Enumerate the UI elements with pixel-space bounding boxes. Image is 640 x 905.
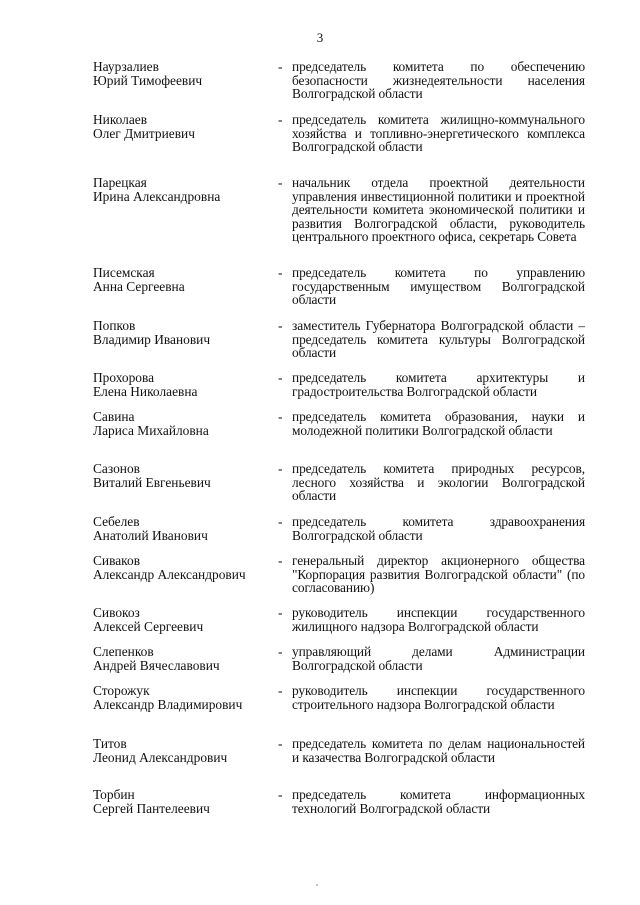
member-name (93, 462, 278, 489)
member-given-name: Владимир Иванович (93, 331, 211, 347)
member-surname: Слепенков (93, 644, 154, 659)
member-surname: Сторожук (93, 683, 150, 698)
member-surname: Себелев (93, 514, 140, 529)
member-surname: Сазонов (93, 461, 140, 476)
member-role: председатель комитета здравоохранения Волгоградской области (292, 514, 585, 543)
member-name (93, 515, 278, 542)
member-given-name: Сергей Пантелеевич (93, 800, 210, 816)
page-number: 3 (316, 30, 324, 45)
dash-separator: - (278, 553, 283, 568)
member-name (93, 319, 278, 346)
member-name (93, 684, 278, 711)
member-surname: Наурзалиев (93, 59, 159, 74)
member-surname: Савина (93, 409, 135, 424)
dash-separator: - (278, 265, 283, 280)
member-surname: Прохорова (93, 370, 155, 385)
member-given-name: Виталий Евгеньевич (93, 474, 211, 490)
member-given-name: Александр Александрович (93, 566, 246, 582)
dash-separator: - (278, 318, 283, 333)
member-given-name: Леонид Александрович (93, 749, 228, 765)
member-name (93, 788, 278, 815)
dash-separator: - (278, 787, 283, 802)
member-role: управляющий делами Администрации Волгоградской области (292, 644, 585, 673)
member-role: председатель комитета архитектуры и градостроительства Волгоградской области (292, 370, 585, 399)
member-name (93, 737, 278, 764)
member-given-name: Олег Дмитриевич (93, 125, 195, 141)
member-given-name: Елена Николаевна (93, 383, 198, 399)
member-surname: Писемская (93, 265, 155, 280)
member-given-name: Лариса Михайловна (93, 422, 209, 438)
member-name (93, 266, 278, 293)
dash-separator: - (278, 683, 283, 698)
dash-separator: - (278, 112, 283, 127)
member-name (93, 606, 278, 633)
dash-separator: - (278, 370, 283, 385)
member-role: председатель комитета по делам национальностей и казачества Волгоградской области (292, 736, 585, 765)
member-given-name: Юрий Тимофеевич (93, 72, 203, 88)
member-name (93, 554, 278, 581)
member-surname: Попков (93, 318, 136, 333)
member-surname: Сиваков (93, 553, 141, 568)
dash-separator: - (278, 59, 283, 74)
member-role: председатель комитета природных ресурсов, лесного хозяйства и экологии Волгоградской области (292, 461, 585, 504)
member-name (93, 176, 278, 203)
member-name (93, 371, 278, 398)
member-role: председатель комитета по обеспечению безопасности жизнедеятельности населения Волгоградской области (292, 59, 585, 102)
member-role: руководитель инспекции государственного строительного надзора Волгоградской области (292, 683, 585, 712)
member-name (93, 645, 278, 672)
member-role: председатель комитета по управлению государственным имуществом Волгоградской области (292, 265, 585, 308)
member-given-name: Анна Сергеевна (93, 278, 185, 294)
dash-separator: - (278, 736, 283, 751)
member-role: руководитель инспекции государственного жилищного надзора Волгоградской области (292, 605, 585, 634)
dash-separator: - (278, 409, 283, 424)
scan-speck (316, 884, 318, 886)
dash-separator: - (278, 605, 283, 620)
dash-separator: - (278, 644, 283, 659)
member-role: председатель комитета образования, науки и молодежной политики Волгоградской области (292, 409, 585, 438)
dash-separator: - (278, 461, 283, 476)
member-surname: Титов (93, 736, 127, 751)
member-role: начальник отдела проектной деятельности управления инвестиционной политики и проектной деятельности комитета экономической политики и развития Волгоградской области, руководитель центрального проектного офиса, секретарь Совета (292, 175, 585, 245)
member-role: председатель комитета жилищно-коммунального хозяйства и топливно-энергетического комплекса Волгоградской области (292, 112, 585, 155)
member-surname: Торбин (93, 787, 135, 802)
member-given-name: Анатолий Иванович (93, 527, 208, 543)
member-surname: Сивокоз (93, 605, 140, 620)
member-role: генеральный директор акционерного общества "Корпорация развития Волгоградской области" (по согласованию) (292, 553, 585, 596)
member-name (93, 60, 278, 87)
member-surname: Николаев (93, 112, 148, 127)
dash-separator: - (278, 514, 283, 529)
member-role: председатель комитета информационных технологий Волгоградской области (292, 787, 585, 816)
member-given-name: Алексей Сергеевич (93, 618, 204, 634)
member-name (93, 410, 278, 437)
member-surname: Парецкая (93, 175, 147, 190)
member-given-name: Андрей Вячеславович (93, 657, 220, 673)
dash-separator: - (278, 175, 283, 190)
member-given-name: Ирина Александровна (93, 188, 221, 204)
member-role: заместитель Губернатора Волгоградской области – председатель комитета культуры Волгоградской области (292, 318, 585, 361)
member-given-name: Александр Владимирович (93, 696, 243, 712)
member-name (93, 113, 278, 140)
